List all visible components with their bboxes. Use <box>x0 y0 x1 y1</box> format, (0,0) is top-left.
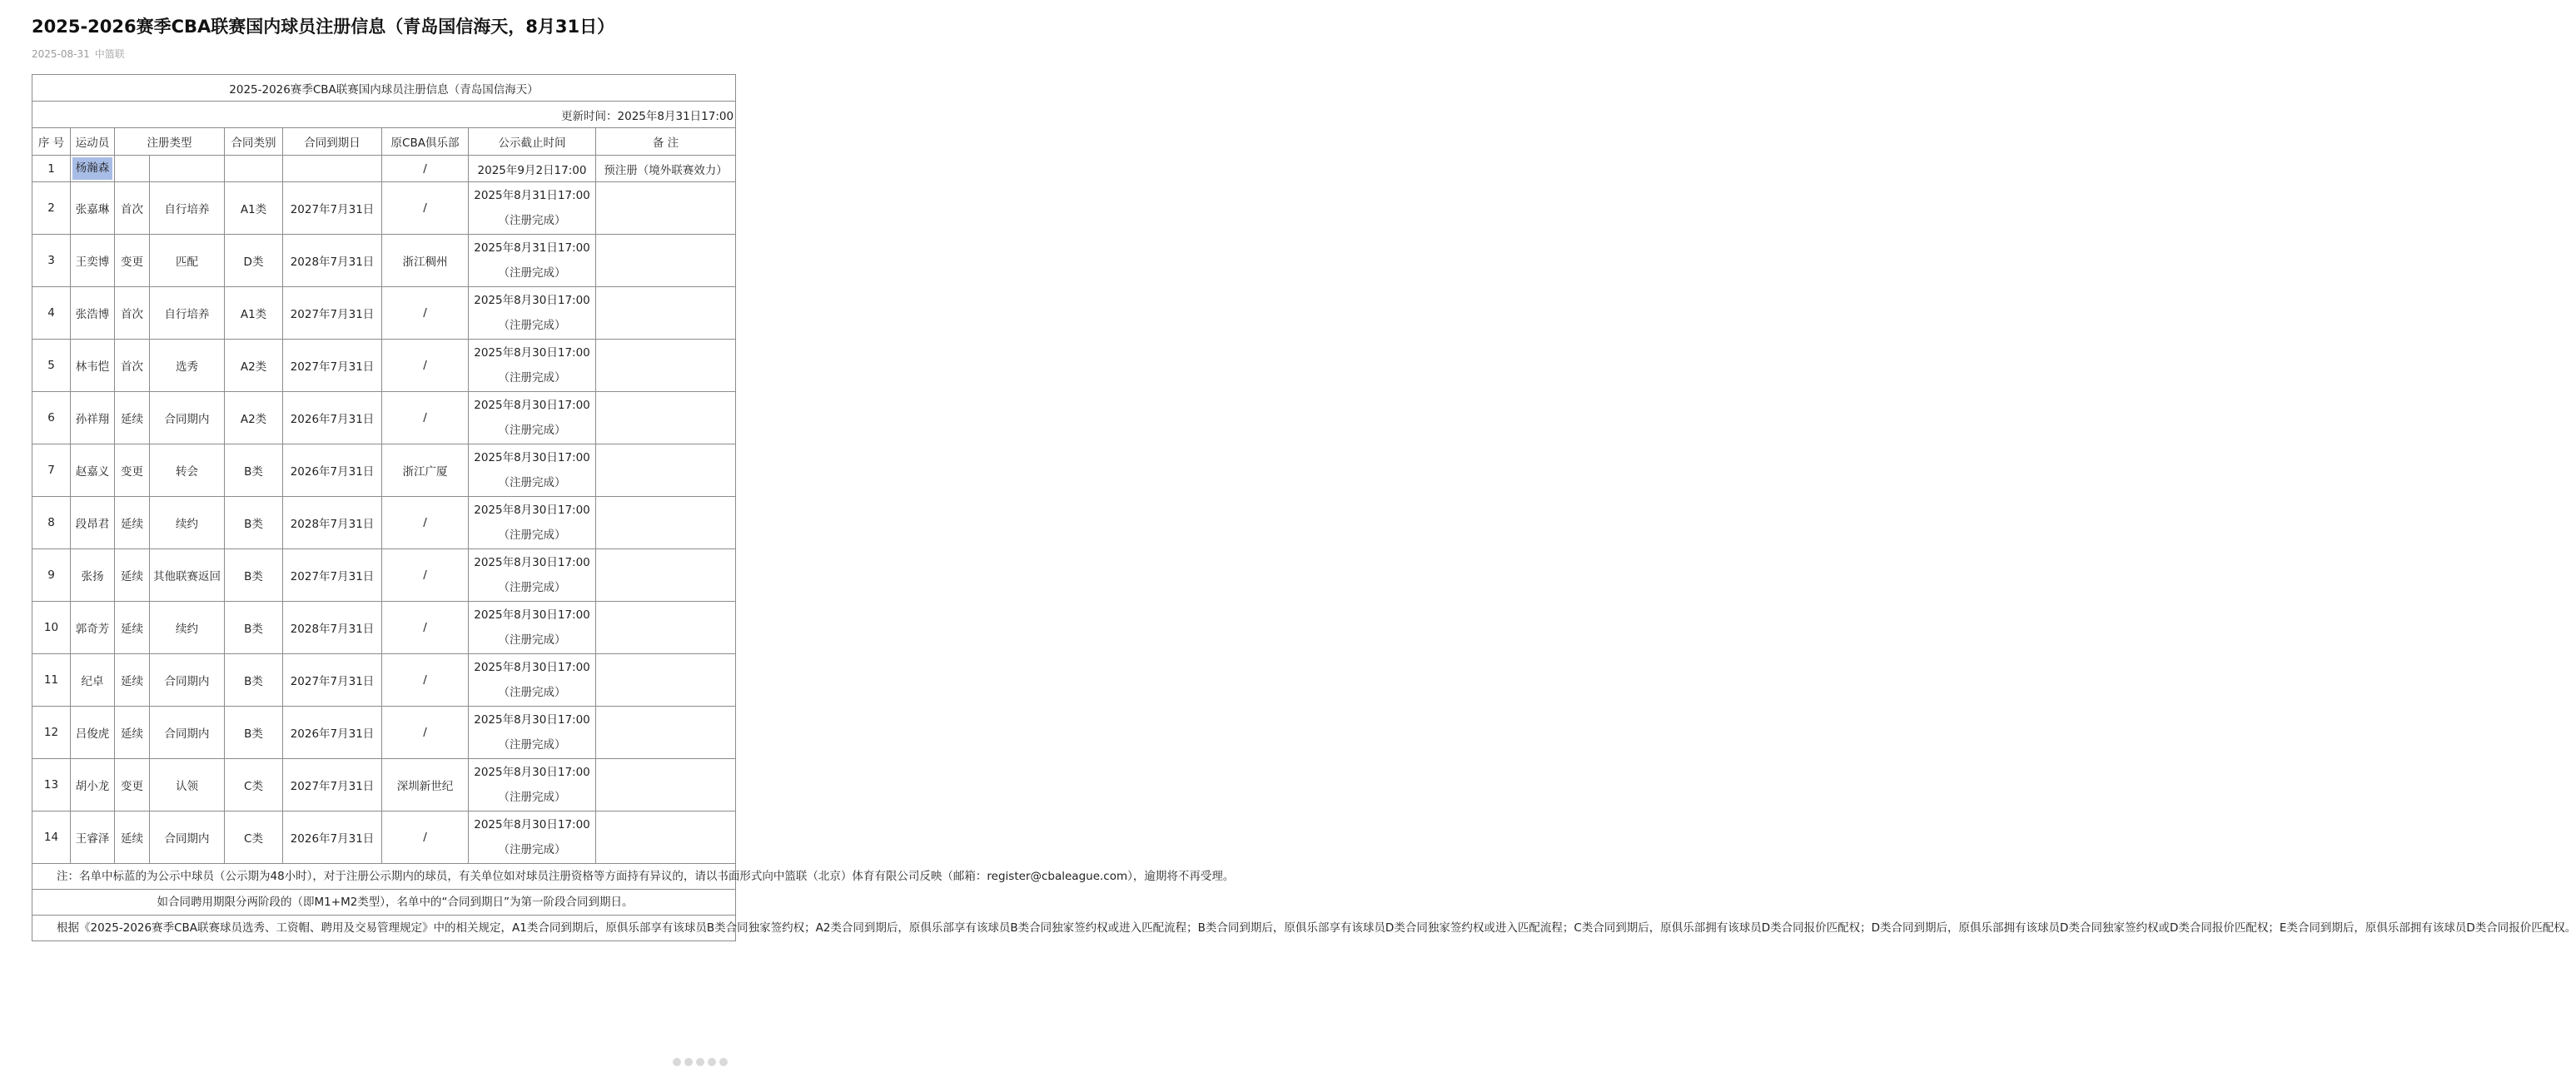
row-kind: 延续 <box>115 707 150 759</box>
table-caption: 2025-2026赛季CBA联赛国内球员注册信息（青岛国信海天） <box>32 75 736 102</box>
row-kind: 延续 <box>115 811 150 864</box>
row-contract: C类 <box>225 759 283 811</box>
row-deadline <box>469 549 596 602</box>
row-expiry: 2028年7月31日 <box>283 602 382 654</box>
table-row <box>32 182 736 235</box>
update-time: 更新时间：2025年8月31日17:00 <box>32 102 736 128</box>
row-contract: B类 <box>225 654 283 707</box>
deadline-status: （注册完成） <box>498 791 566 804</box>
row-remark <box>596 287 736 340</box>
row-expiry: 2027年7月31日 <box>283 340 382 392</box>
row-club: / <box>382 497 469 549</box>
table-row <box>32 654 736 707</box>
row-athlete: 张嘉琳 <box>71 182 115 235</box>
row-deadline <box>469 287 596 340</box>
row-deadline <box>469 182 596 235</box>
table-note <box>32 890 736 916</box>
deadline-time: 2025年8月30日17:00 <box>474 818 590 831</box>
row-athlete: 吕俊虎 <box>71 707 115 759</box>
row-type: 合同期内 <box>150 811 225 864</box>
deadline-time: 2025年8月30日17:00 <box>474 608 590 622</box>
row-kind: 首次 <box>115 182 150 235</box>
deadline-time: 2025年8月31日17:00 <box>474 189 590 202</box>
row-club: / <box>382 549 469 602</box>
row-type: 匹配 <box>150 235 225 287</box>
article-meta <box>32 47 130 62</box>
table-row <box>32 392 736 444</box>
row-club: / <box>382 182 469 235</box>
header-former-club: 原CBA俱乐部 <box>382 128 469 156</box>
row-kind: 变更 <box>115 759 150 811</box>
row-no: 12 <box>32 707 71 759</box>
deadline-status: （注册完成） <box>498 581 566 594</box>
note-row <box>32 890 736 916</box>
row-contract: A2类 <box>225 392 283 444</box>
row-athlete: 张浩博 <box>71 287 115 340</box>
row-kind: 延续 <box>115 392 150 444</box>
row-remark <box>596 602 736 654</box>
table-row <box>32 340 736 392</box>
registration-table <box>32 74 2576 941</box>
row-kind: 变更 <box>115 444 150 497</box>
deadline-status: （注册完成） <box>498 529 566 542</box>
row-expiry: 2026年7月31日 <box>283 444 382 497</box>
row-athlete: 孙祥翔 <box>71 392 115 444</box>
row-remark <box>596 497 736 549</box>
row-no: 14 <box>32 811 71 864</box>
row-type: 合同期内 <box>150 392 225 444</box>
article-title: 2025-2026赛季CBA联赛国内球员注册信息（青岛国信海天，8月31日） <box>32 17 615 37</box>
row-remark <box>596 182 736 235</box>
deadline-status: （注册完成） <box>498 214 566 227</box>
row-athlete <box>71 156 115 182</box>
row-no: 1 <box>32 156 71 182</box>
row-contract: C类 <box>225 811 283 864</box>
row-kind: 延续 <box>115 602 150 654</box>
header-remark: 备 注 <box>596 128 736 156</box>
row-contract: B类 <box>225 444 283 497</box>
row-type: 自行培养 <box>150 182 225 235</box>
deadline-status: （注册完成） <box>498 319 566 332</box>
row-type: 其他联赛返回 <box>150 549 225 602</box>
row-expiry: 2027年7月31日 <box>283 759 382 811</box>
row-deadline <box>469 602 596 654</box>
table-note <box>32 916 2576 941</box>
row-athlete: 纪卓 <box>71 654 115 707</box>
row-kind: 延续 <box>115 654 150 707</box>
table-row <box>32 235 736 287</box>
publish-date: 2025-08-31 <box>32 48 90 60</box>
deadline-time: 2025年8月30日17:00 <box>474 766 590 779</box>
row-athlete: 王奕博 <box>71 235 115 287</box>
deadline-time: 2025年8月30日17:00 <box>474 556 590 569</box>
row-remark <box>596 340 736 392</box>
deadline-status: （注册完成） <box>498 424 566 437</box>
row-contract: D类 <box>225 235 283 287</box>
row-kind: 延续 <box>115 497 150 549</box>
deadline-time: 2025年8月30日17:00 <box>474 504 590 517</box>
deadline-time: 2025年8月30日17:00 <box>474 294 590 307</box>
row-athlete: 胡小龙 <box>71 759 115 811</box>
row-type: 续约 <box>150 602 225 654</box>
row-deadline <box>469 811 596 864</box>
row-club: 浙江广厦 <box>382 444 469 497</box>
row-contract: B类 <box>225 707 283 759</box>
row-remark <box>596 654 736 707</box>
header-no: 序 号 <box>32 128 71 156</box>
row-type: 续约 <box>150 497 225 549</box>
row-no: 13 <box>32 759 71 811</box>
row-no: 10 <box>32 602 71 654</box>
row-expiry: 2028年7月31日 <box>283 235 382 287</box>
row-remark <box>596 549 736 602</box>
row-type: 转会 <box>150 444 225 497</box>
row-type: 自行培养 <box>150 287 225 340</box>
row-athlete: 郭奇芳 <box>71 602 115 654</box>
row-remark <box>596 759 736 811</box>
row-club: / <box>382 392 469 444</box>
deadline-time: 2025年8月30日17:00 <box>474 399 590 412</box>
row-expiry: 2027年7月31日 <box>283 654 382 707</box>
row-deadline <box>469 759 596 811</box>
row-club: / <box>382 287 469 340</box>
deadline-time: 2025年8月30日17:00 <box>474 451 590 464</box>
publish-source: 中篮联 <box>94 48 125 60</box>
row-athlete: 王睿泽 <box>71 811 115 864</box>
row-remark <box>596 707 736 759</box>
row-kind <box>115 156 150 182</box>
row-no: 7 <box>32 444 71 497</box>
row-no: 5 <box>32 340 71 392</box>
row-deadline <box>469 235 596 287</box>
row-expiry: 2027年7月31日 <box>283 287 382 340</box>
row-kind: 首次 <box>115 340 150 392</box>
row-deadline <box>469 707 596 759</box>
row-no: 6 <box>32 392 71 444</box>
row-deadline <box>469 340 596 392</box>
row-no: 9 <box>32 549 71 602</box>
deadline-status: （注册完成） <box>498 476 566 489</box>
table-row <box>32 287 736 340</box>
row-athlete: 林韦恺 <box>71 340 115 392</box>
deadline-time: 2025年8月30日17:00 <box>474 346 590 360</box>
note-text: 如合同聘用期限分两阶段的（即M1+M2类型），名单中的“合同到期日”为第一阶段合同到期日。 <box>157 896 634 909</box>
deadline-time: 2025年8月30日17:00 <box>474 661 590 674</box>
note-text: 注：名单中标蓝的为公示中球员（公示期为48小时），对于注册公示期内的球员，有关单位如对球员注册资格等方面持有异议的，请以书面形式向中篮联（北京）体育有限公司反映（邮箱：register@cbaleague.com），逾期将不再受理。 <box>57 870 1235 883</box>
row-contract: A2类 <box>225 340 283 392</box>
row-no: 8 <box>32 497 71 549</box>
row-expiry: 2026年7月31日 <box>283 392 382 444</box>
row-deadline <box>469 444 596 497</box>
row-kind: 延续 <box>115 549 150 602</box>
table-note <box>32 864 1235 890</box>
header-contract-type: 合同类别 <box>225 128 283 156</box>
note-row <box>32 916 736 941</box>
header-registration-type: 注册类型 <box>115 128 225 156</box>
row-remark <box>596 235 736 287</box>
deadline-status: （注册完成） <box>498 266 566 280</box>
row-type: 选秀 <box>150 340 225 392</box>
table-row <box>32 444 736 497</box>
row-type: 合同期内 <box>150 707 225 759</box>
row-deadline <box>469 654 596 707</box>
table-row <box>32 549 736 602</box>
row-club: 浙江稠州 <box>382 235 469 287</box>
row-deadline <box>469 497 596 549</box>
row-no: 11 <box>32 654 71 707</box>
row-contract: B类 <box>225 549 283 602</box>
row-club: / <box>382 707 469 759</box>
header-athlete: 运动员 <box>71 128 115 156</box>
row-expiry: 2028年7月31日 <box>283 497 382 549</box>
table-row <box>32 497 736 549</box>
table-row <box>32 602 736 654</box>
note-row <box>32 864 736 890</box>
row-club: / <box>382 602 469 654</box>
table-header-row <box>32 128 736 156</box>
row-remark <box>596 811 736 864</box>
table-row <box>32 156 736 182</box>
row-club: 深圳新世纪 <box>382 759 469 811</box>
row-type: 合同期内 <box>150 654 225 707</box>
row-expiry: 2027年7月31日 <box>283 549 382 602</box>
row-expiry: 2026年7月31日 <box>283 707 382 759</box>
row-deadline <box>469 392 596 444</box>
note-text: 根据《2025-2026赛季CBA联赛球员选秀、工资帽、聘用及交易管理规定》中的相关规定，A1类合同到期后，原俱乐部享有该球员B类合同独家签约权；A2类合同到期后，原俱乐部享有该球员B类合同独家签约权或进入匹配流程；B类合同到期后，原俱乐部享有该球员D类合同独家签约权或进入匹配流程；C类合同到期后，原俱乐部拥有该球员D类合同报价匹配权；D类合同到期后，原俱乐部拥有该球员D类合同独家签约权或D类合同报价匹配权；E类合同到期后，原俱乐部拥有该球员D类合同报价匹配权。 <box>57 921 2576 935</box>
deadline-status: （注册完成） <box>498 633 566 647</box>
row-athlete: 赵嘉义 <box>71 444 115 497</box>
row-club: / <box>382 340 469 392</box>
row-club: / <box>382 156 469 182</box>
table-row <box>32 811 736 864</box>
row-athlete: 张扬 <box>71 549 115 602</box>
row-type: 认领 <box>150 759 225 811</box>
row-expiry: 2026年7月31日 <box>283 811 382 864</box>
row-contract: A1类 <box>225 287 283 340</box>
deadline-status: （注册完成） <box>498 686 566 699</box>
row-no: 3 <box>32 235 71 287</box>
row-no: 4 <box>32 287 71 340</box>
deadline-status: （注册完成） <box>498 738 566 752</box>
header-expiry: 合同到期日 <box>283 128 382 156</box>
deadline-time: 2025年8月30日17:00 <box>474 713 590 727</box>
row-expiry <box>283 156 382 182</box>
row-remark <box>596 392 736 444</box>
watermark-dots <box>673 1054 739 1067</box>
row-contract: B类 <box>225 602 283 654</box>
row-type <box>150 156 225 182</box>
row-contract <box>225 156 283 182</box>
header-deadline: 公示截止时间 <box>469 128 596 156</box>
table-row <box>32 707 736 759</box>
row-kind: 变更 <box>115 235 150 287</box>
row-deadline: 2025年9月2日17:00 <box>469 156 596 182</box>
row-club: / <box>382 811 469 864</box>
deadline-time: 2025年8月31日17:00 <box>474 241 590 255</box>
row-remark <box>596 444 736 497</box>
deadline-status: （注册完成） <box>498 371 566 385</box>
row-no: 2 <box>32 182 71 235</box>
row-contract: A1类 <box>225 182 283 235</box>
row-club: / <box>382 654 469 707</box>
row-remark: 预注册（境外联赛效力） <box>596 156 736 182</box>
row-contract: B类 <box>225 497 283 549</box>
deadline-status: （注册完成） <box>498 843 566 856</box>
row-expiry: 2027年7月31日 <box>283 182 382 235</box>
table-row <box>32 759 736 811</box>
row-athlete: 段昂君 <box>71 497 115 549</box>
highlighted-athlete-name: 杨瀚森 <box>72 157 112 180</box>
row-kind: 首次 <box>115 287 150 340</box>
